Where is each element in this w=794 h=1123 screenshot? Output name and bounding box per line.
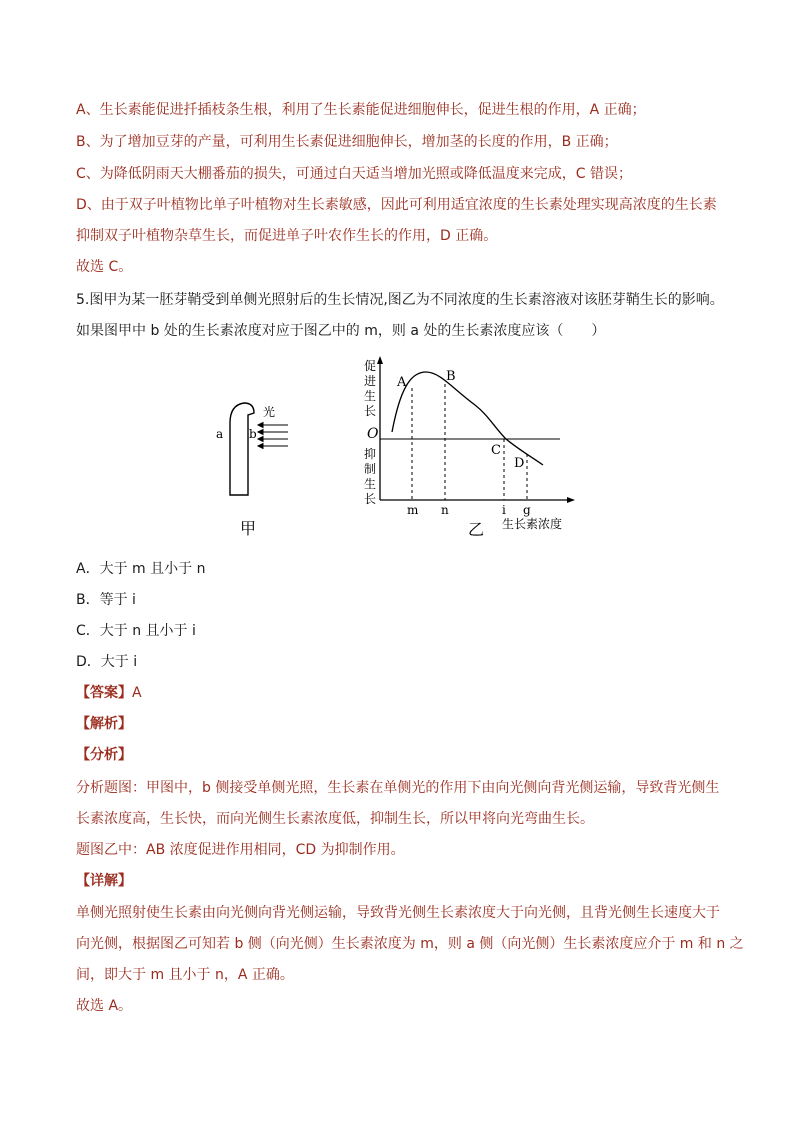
option-a: A．大于 m 且小于 n (76, 561, 206, 577)
growth-curve (392, 372, 543, 465)
label-light: 光 (263, 405, 276, 419)
tick-n: n (441, 503, 449, 517)
question-stem-line1: 5.图甲为某一胚芽鞘受到单侧光照射后的生长情况,图乙为不同浓度的生长素溶液对该胚芽鞘生长的影响。 (76, 292, 724, 308)
fenxi-line3: 题图乙中：AB 浓度促进作用相同，CD 为抑制作用。 (76, 842, 405, 858)
prev-answer-line-a: A、生长素能促进扦插枝条生根，利用了生长素能促进细胞伸长，促进生根的作用，A 正确； (76, 102, 646, 118)
y-top-1: 促 (364, 359, 377, 373)
fenxi-line1: 分析题图：甲图中，b 侧接受单侧光照，生长素在单侧光的作用下由向光侧向背光侧运输，导致背光侧生 (76, 780, 720, 796)
detail-line1: 单侧光照射使生长素由向光侧向背光侧运输，导致背光侧生长素浓度大于向光侧，且背光侧生长速度大于 (76, 905, 720, 921)
coleoptile-shape (230, 403, 254, 495)
tick-m: m (407, 503, 419, 517)
label-a: a (216, 427, 224, 441)
prev-answer-line-d: D、由于双子叶植物比单子叶植物对生长素敏感，因此可利用适宜浓度的生长素处理实现高浓度的生长素 (76, 197, 717, 213)
x-axis-arrow-icon (567, 497, 575, 503)
y-bottom-3: 生 (364, 477, 377, 491)
point-b-label: B (446, 369, 456, 384)
y-bottom-4: 长 (364, 492, 377, 506)
light-arrows-icon (258, 423, 288, 449)
prev-answer-line-d-cont: 抑制双子叶植物杂草生长，而促进单子叶农作生长的作用，D 正确。 (76, 228, 498, 244)
answer-value: A (132, 685, 142, 701)
x-axis-label: 生长素浓度 (502, 517, 563, 531)
detail-tag: 【详解】 (76, 873, 132, 889)
analysis-tag: 【解析】 (76, 716, 132, 732)
point-d-label: D (514, 456, 525, 471)
answer-conclusion: 故选 A。 (76, 998, 133, 1014)
figure-yi-caption: 乙 (468, 520, 485, 539)
prev-answer-conclusion: 故选 C。 (76, 259, 133, 275)
answer-tag: 【答案】 (76, 685, 132, 701)
origin-label: O (367, 426, 379, 442)
label-b: b (249, 427, 257, 441)
prev-answer-line-c: C、为降低阴雨天大棚番茄的损失，可通过白天适当增加光照或降低温度来完成，C 错误； (76, 166, 632, 182)
y-bottom-2: 制 (364, 462, 377, 476)
figure-jia (200, 395, 310, 545)
option-d: D．大于 i (76, 654, 138, 670)
y-top-2: 进 (364, 374, 377, 388)
figure-yi (360, 350, 590, 545)
detail-line2: 向光侧，根据图乙可知若 b 侧（向光侧）生长素浓度为 m，则 a 侧（向光侧）生长素浓度应介于 m 和 n 之 (76, 936, 744, 952)
fenxi-tag: 【分析】 (76, 747, 132, 763)
detail-line3: 间，即大于 m 且小于 n，A 正确。 (76, 967, 294, 983)
question-stem-line2: 如果图甲中 b 处的生长素浓度对应于图乙中的 m，则 a 处的生长素浓度应该（ ） (76, 323, 606, 339)
y-top-3: 生 (364, 389, 377, 403)
y-axis-arrow-icon (377, 356, 383, 364)
fenxi-line2: 长素浓度高，生长快，而向光侧生长素浓度低，抑制生长，所以甲将向光弯曲生长。 (76, 811, 594, 827)
prev-answer-line-b: B、为了增加豆芽的产量，可利用生长素促进细胞伸长，增加茎的长度的作用，B 正确； (76, 134, 618, 150)
tick-g: g (523, 503, 531, 517)
y-top-4: 长 (364, 404, 377, 418)
y-bottom-1: 抑 (364, 447, 377, 461)
option-c: C．大于 n 且小于 i (76, 623, 196, 639)
tick-i: i (502, 503, 506, 517)
figure-jia-caption: 甲 (240, 519, 257, 538)
point-c-label: C (491, 443, 501, 458)
option-b: B．等于 i (76, 592, 136, 608)
answer-row (76, 683, 142, 703)
point-a-label: A (397, 375, 407, 390)
